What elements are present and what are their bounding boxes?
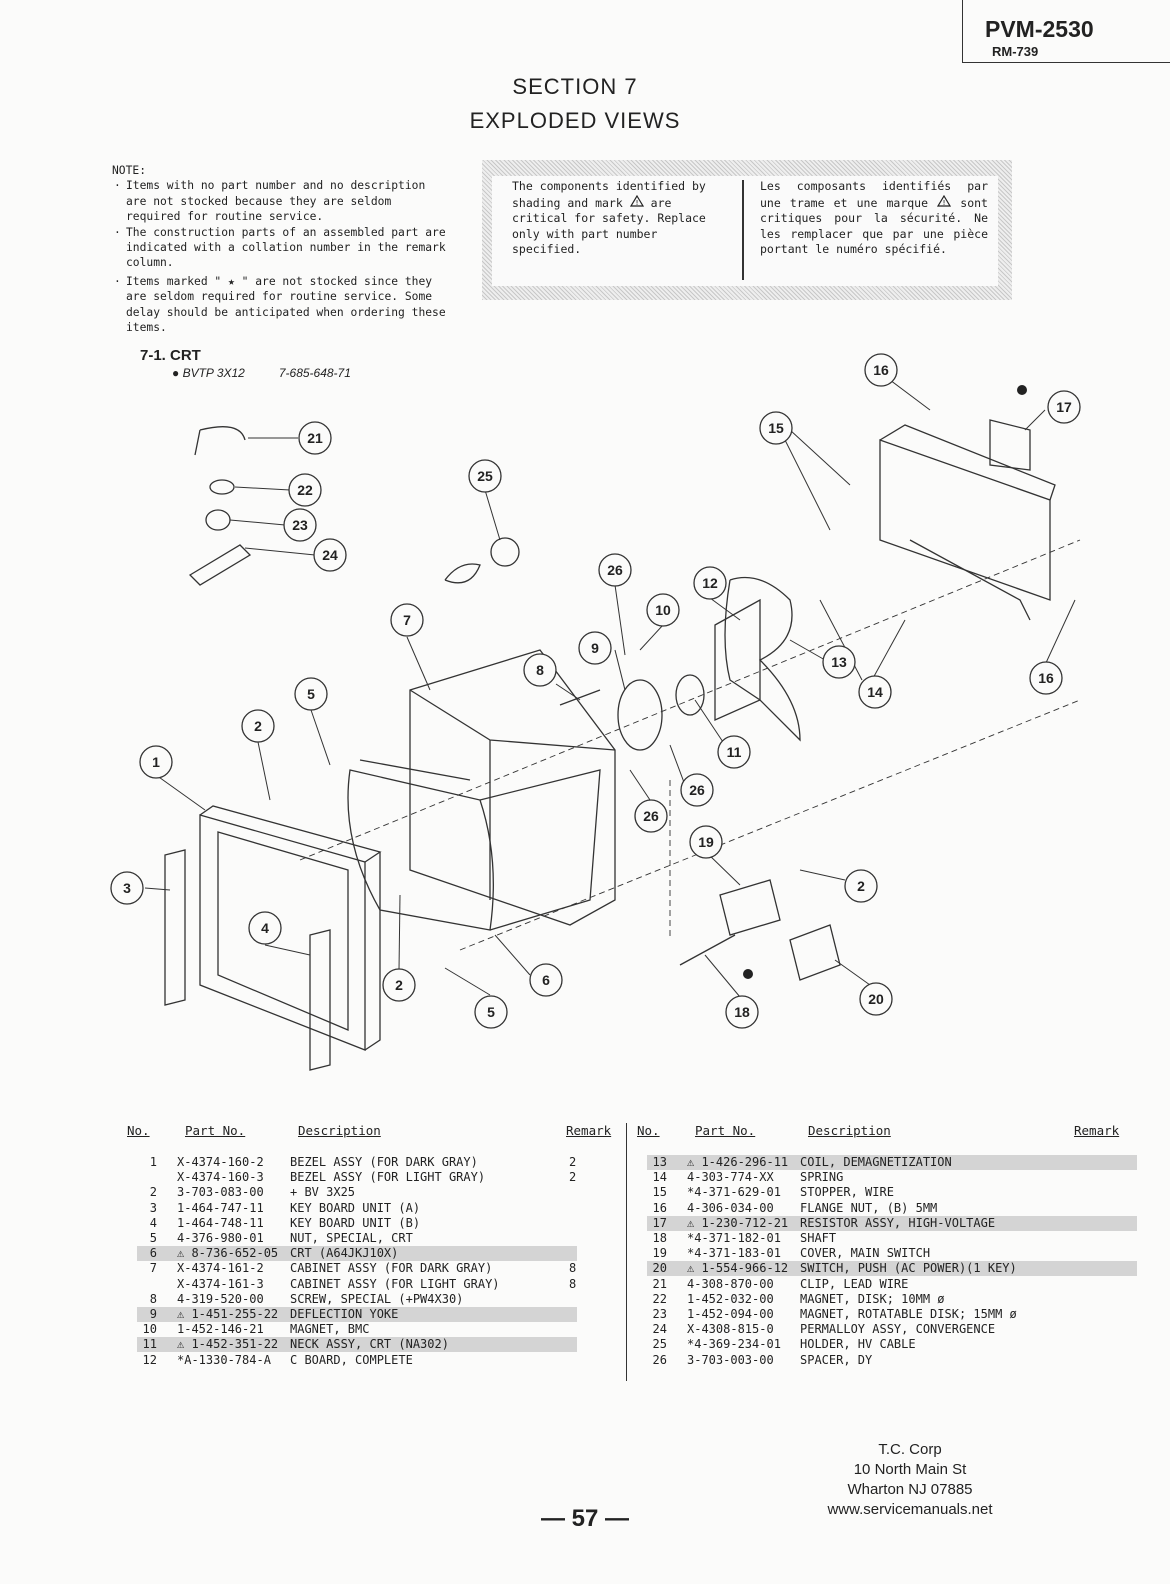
table-row xyxy=(647,1337,1137,1352)
section-title: SECTION 7 xyxy=(512,74,638,99)
svg-text:3: 3 xyxy=(123,880,131,896)
part-number: ⚠ 1-451-255-22 xyxy=(177,1307,279,1321)
col-header-no: No. xyxy=(637,1123,660,1138)
table-row xyxy=(137,1246,577,1261)
note-item: · Items with no part number and no description are not stocked because they are seldom required for routine service. xyxy=(126,178,452,224)
part-number-index: 7 xyxy=(149,1261,157,1276)
part-number-index: 18 xyxy=(652,1231,667,1245)
part-number: *4-371-183-01 xyxy=(687,1246,781,1261)
part-number-index: 2 xyxy=(149,1185,157,1200)
part-number-index: 8 xyxy=(149,1291,157,1306)
table-row xyxy=(137,1170,577,1185)
svg-text:11: 11 xyxy=(726,744,742,760)
footer-company: T.C. Corp xyxy=(878,1441,942,1458)
model-number: PVM-2530 xyxy=(985,16,1094,42)
part-description: PERMALLOY ASSY, CONVERGENCE xyxy=(800,1322,996,1337)
part-number: 4-319-520-00 xyxy=(177,1291,264,1306)
part-number-index: 10 xyxy=(142,1322,157,1337)
table-row xyxy=(647,1246,1137,1261)
svg-text:!: ! xyxy=(942,198,946,207)
svg-text:26: 26 xyxy=(689,782,705,798)
svg-text:2: 2 xyxy=(857,878,865,894)
table-row xyxy=(647,1155,1137,1170)
part-number: 3-703-083-00 xyxy=(177,1185,264,1200)
part-remark: 8 xyxy=(569,1276,577,1291)
part-number: ⚠ 1-554-966-12 xyxy=(687,1261,789,1276)
part-description: SPACER, DY xyxy=(800,1352,873,1367)
part-number-index: 23 xyxy=(652,1307,667,1321)
svg-text:!: ! xyxy=(635,198,639,207)
svg-text:20: 20 xyxy=(868,991,884,1007)
part-remark: 8 xyxy=(569,1261,577,1276)
table-row xyxy=(647,1322,1137,1337)
part-number: 3-703-003-00 xyxy=(687,1352,774,1367)
part-number-index: 21 xyxy=(652,1276,667,1291)
svg-text:19: 19 xyxy=(698,834,714,850)
table-row xyxy=(137,1216,577,1231)
part-number-index: 15 xyxy=(652,1185,667,1200)
part-number: 1-452-094-00 xyxy=(687,1307,774,1321)
svg-text:6: 6 xyxy=(542,972,550,988)
svg-text:2: 2 xyxy=(395,977,403,993)
safety-french: Les composants identifiés par une trame et une marque ! sont critiques pour la sécurité. Ne les remplacer que par une pièce portant le numéro spécifié. xyxy=(760,179,988,256)
note-item: · The construction parts of an assembled part are indicated with a collation number in the remark column. xyxy=(126,225,452,271)
part-description: SPRING xyxy=(800,1170,844,1185)
svg-text:17: 17 xyxy=(1056,399,1072,415)
footer-web[interactable]: www.servicemanuals.net xyxy=(827,1501,993,1518)
part-number-index: 17 xyxy=(652,1215,667,1230)
part-number-index: 6 xyxy=(149,1246,157,1261)
svg-text:21: 21 xyxy=(307,430,323,446)
part-description: KEY BOARD UNIT (A) xyxy=(290,1200,421,1215)
part-number-index: 22 xyxy=(652,1291,667,1306)
svg-text:5: 5 xyxy=(487,1004,495,1020)
part-description: COVER, MAIN SWITCH xyxy=(800,1246,931,1261)
model-sub: RM-739 xyxy=(992,44,1039,59)
part-number: 4-376-980-01 xyxy=(177,1231,264,1245)
svg-text:2: 2 xyxy=(254,718,262,734)
table-row xyxy=(137,1231,577,1246)
part-description: BEZEL ASSY (FOR LIGHT GRAY) xyxy=(290,1170,486,1185)
svg-text:23: 23 xyxy=(292,517,308,533)
part-number: 4-308-870-00 xyxy=(687,1276,774,1291)
svg-text:13: 13 xyxy=(831,654,847,670)
part-number: *A-1330-784-A xyxy=(177,1352,271,1367)
part-description: + BV 3X25 xyxy=(290,1185,356,1200)
part-number: *4-369-234-01 xyxy=(687,1337,781,1352)
part-description: STOPPER, WIRE xyxy=(800,1185,894,1200)
table-row xyxy=(137,1353,577,1368)
part-remark: 2 xyxy=(569,1170,577,1185)
page-number: — 57 — xyxy=(540,1505,630,1532)
part-description: HOLDER, HV CABLE xyxy=(800,1337,916,1352)
part-description: CABINET ASSY (FOR LIGHT GRAY) xyxy=(290,1276,500,1291)
subsection-title: 7-1. CRT xyxy=(140,347,201,364)
svg-text:22: 22 xyxy=(297,482,313,498)
svg-text:26: 26 xyxy=(607,562,623,578)
part-description: BEZEL ASSY (FOR DARK GRAY) xyxy=(290,1155,478,1169)
part-number: ⚠ 1-230-712-21 xyxy=(687,1215,789,1230)
table-row xyxy=(647,1261,1137,1276)
table-row xyxy=(137,1337,577,1352)
col-header-desc: Description xyxy=(298,1123,381,1138)
part-number-index: 20 xyxy=(652,1261,667,1276)
part-number-index: 13 xyxy=(652,1155,667,1169)
svg-text:14: 14 xyxy=(867,684,883,700)
part-number: 1-452-146-21 xyxy=(177,1322,264,1337)
footer-street: 10 North Main St xyxy=(853,1461,967,1478)
part-number: 1-452-032-00 xyxy=(687,1291,774,1306)
note-item: · Items marked " ★ " are not stocked since they are seldom required for routine service. Some delay should be anticipated when ordering these items. xyxy=(126,274,452,336)
svg-text:5: 5 xyxy=(307,686,315,702)
part-number: ⚠ 1-452-351-22 xyxy=(177,1337,279,1352)
col-header-part: Part No. xyxy=(695,1123,756,1138)
part-number-index: 4 xyxy=(149,1215,157,1230)
table-row xyxy=(647,1231,1137,1246)
table-row xyxy=(647,1292,1137,1307)
part-description: C BOARD, COMPLETE xyxy=(290,1352,413,1367)
part-description: NUT, SPECIAL, CRT xyxy=(290,1231,413,1245)
svg-text:26: 26 xyxy=(643,808,659,824)
part-number-index: 1 xyxy=(149,1155,157,1169)
part-number-index: 3 xyxy=(149,1200,157,1215)
part-number: X-4374-160-2 xyxy=(177,1155,264,1169)
part-number-index: 12 xyxy=(142,1352,157,1367)
table-row xyxy=(647,1185,1137,1200)
svg-text:1: 1 xyxy=(152,754,160,770)
svg-text:25: 25 xyxy=(477,468,493,484)
table-row xyxy=(647,1216,1137,1231)
screw-spec: ● BVTP 3X12 7-685-648-71 xyxy=(172,366,351,380)
part-number-index: 25 xyxy=(652,1337,667,1352)
part-number: *4-371-182-01 xyxy=(687,1231,781,1245)
part-number: 1-464-747-11 xyxy=(177,1200,264,1215)
part-number: 4-306-034-00 xyxy=(687,1200,774,1215)
svg-text:9: 9 xyxy=(591,640,599,656)
part-number-index: 24 xyxy=(652,1322,667,1337)
table-row xyxy=(137,1185,577,1200)
table-row xyxy=(137,1155,577,1170)
part-description: MAGNET, ROTATABLE DISK; 15MM ø xyxy=(800,1307,1017,1321)
col-header-desc: Description xyxy=(808,1123,891,1138)
part-number: 1-464-748-11 xyxy=(177,1215,264,1230)
table-row xyxy=(137,1292,577,1307)
part-number-index: 11 xyxy=(142,1337,157,1352)
part-number-index: 5 xyxy=(149,1231,157,1245)
part-number: X-4374-161-2 xyxy=(177,1261,264,1276)
part-number: X-4374-161-3 xyxy=(177,1276,264,1291)
part-description: MAGNET, BMC xyxy=(290,1322,370,1337)
section-subtitle: EXPLODED VIEWS xyxy=(469,108,681,133)
part-description: DEFLECTION YOKE xyxy=(290,1307,399,1321)
svg-text:4: 4 xyxy=(261,920,269,936)
col-header-no: No. xyxy=(127,1123,150,1138)
part-description: KEY BOARD UNIT (B) xyxy=(290,1215,421,1230)
svg-text:16: 16 xyxy=(1038,670,1054,686)
part-description: MAGNET, DISK; 10MM ø xyxy=(800,1291,945,1306)
svg-text:15: 15 xyxy=(768,420,784,436)
part-description: FLANGE NUT, (B) 5MM xyxy=(800,1200,938,1215)
part-description: SHAFT xyxy=(800,1231,837,1245)
table-row xyxy=(137,1261,577,1276)
part-number-index: 9 xyxy=(149,1307,157,1321)
svg-text:7: 7 xyxy=(403,612,411,628)
part-description: SWITCH, PUSH (AC POWER)(1 KEY) xyxy=(800,1261,1017,1276)
part-number-index: 14 xyxy=(652,1170,667,1185)
part-number: 4-303-774-XX xyxy=(687,1170,774,1185)
col-header-part: Part No. xyxy=(185,1123,246,1138)
part-description: CRT (A64JKJ10X) xyxy=(290,1246,399,1261)
part-description: NECK ASSY, CRT (NA302) xyxy=(290,1337,449,1352)
svg-text:24: 24 xyxy=(322,547,338,563)
part-number: ⚠ 8-736-652-05 xyxy=(177,1246,279,1261)
part-description: CABINET ASSY (FOR DARK GRAY) xyxy=(290,1261,493,1276)
svg-text:8: 8 xyxy=(536,662,544,678)
part-description: RESISTOR ASSY, HIGH-VOLTAGE xyxy=(800,1215,996,1230)
col-header-remark: Remark xyxy=(566,1123,612,1138)
table-row xyxy=(137,1201,577,1216)
svg-text:18: 18 xyxy=(734,1004,750,1020)
part-number-index: 26 xyxy=(652,1352,667,1367)
part-number: X-4308-815-0 xyxy=(687,1322,774,1337)
note-title: NOTE: xyxy=(112,164,147,177)
table-row xyxy=(137,1277,577,1292)
svg-text:10: 10 xyxy=(655,602,671,618)
table-row xyxy=(647,1201,1137,1216)
safety-english: The components identified by shading and mark ! are critical for safety. Replace only with part number specified. xyxy=(512,179,706,256)
table-row xyxy=(647,1277,1137,1292)
part-remark: 2 xyxy=(569,1155,577,1169)
svg-text:12: 12 xyxy=(702,575,718,591)
part-number: X-4374-160-3 xyxy=(177,1170,264,1185)
table-divider xyxy=(626,1123,627,1381)
col-header-remark: Remark xyxy=(1074,1123,1120,1138)
table-row xyxy=(647,1307,1137,1322)
footer-city: Wharton NJ 07885 xyxy=(847,1481,973,1498)
table-row xyxy=(647,1170,1137,1185)
svg-text:16: 16 xyxy=(873,362,889,378)
part-number: *4-371-629-01 xyxy=(687,1185,781,1200)
table-row xyxy=(137,1307,577,1322)
table-row xyxy=(137,1322,577,1337)
part-description: SCREW, SPECIAL (+PW4X30) xyxy=(290,1291,464,1306)
part-number: ⚠ 1-426-296-11 xyxy=(687,1155,789,1169)
part-number-index: 16 xyxy=(652,1200,667,1215)
table-row xyxy=(647,1353,1137,1368)
part-description: COIL, DEMAGNETIZATION xyxy=(800,1155,952,1169)
part-description: CLIP, LEAD WIRE xyxy=(800,1276,909,1291)
part-number-index: 19 xyxy=(652,1246,667,1261)
